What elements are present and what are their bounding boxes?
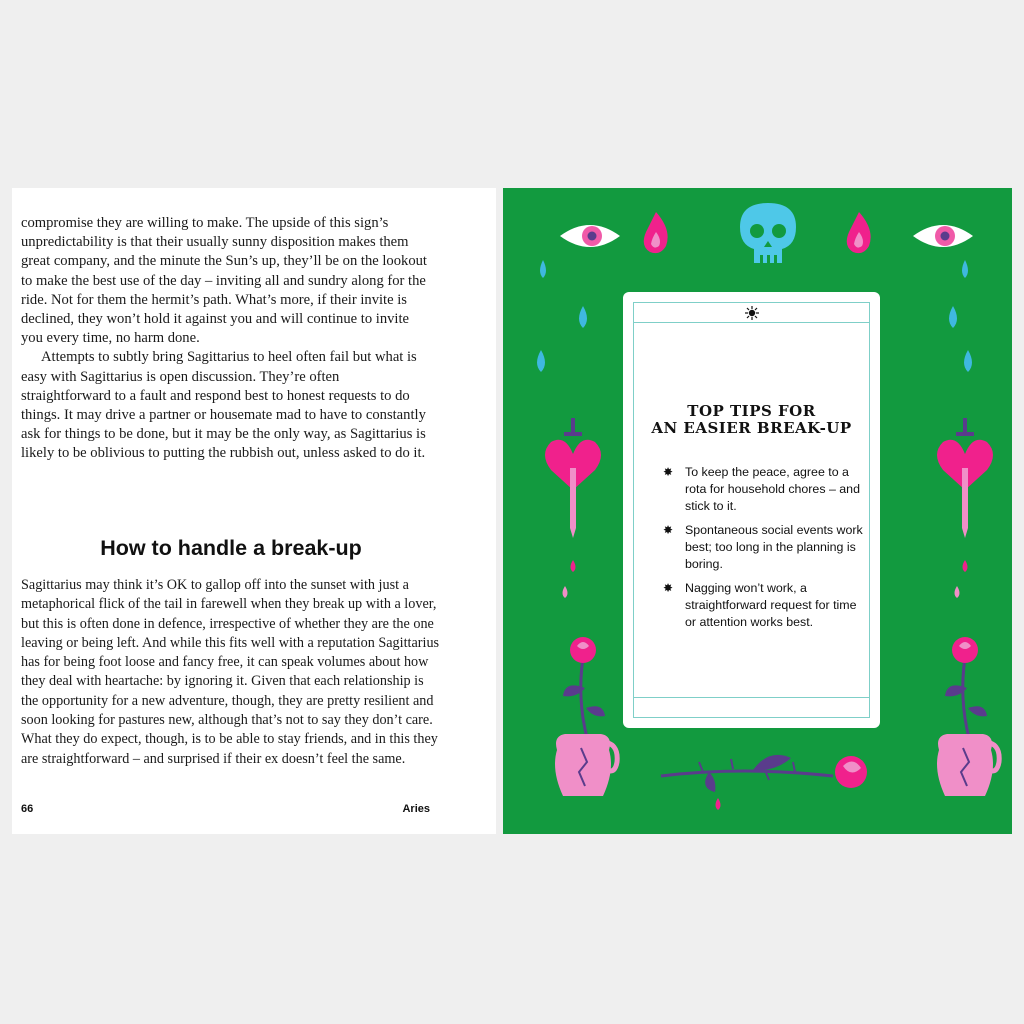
eye-icon bbox=[560, 225, 620, 247]
tear-drops-right bbox=[949, 260, 972, 372]
star-bullet-icon: ✸ bbox=[663, 465, 674, 479]
card-title bbox=[623, 403, 880, 437]
sun-burst-icon bbox=[745, 306, 759, 320]
tear-drops-left bbox=[537, 260, 587, 372]
tip-text: To keep the peace, agree to a rota for household chores – and stick to it. bbox=[685, 465, 860, 513]
right-page bbox=[503, 188, 1012, 834]
section-heading: How to handle a break-up bbox=[100, 536, 362, 560]
heart-dagger-icon bbox=[937, 418, 993, 598]
rose-icon bbox=[661, 755, 867, 810]
card-rule bbox=[634, 302, 869, 303]
tip-item bbox=[663, 464, 863, 515]
tips-list bbox=[663, 464, 863, 638]
paragraph-2: Attempts to subtly bring Sagittarius to heel often fail but what is easy with Sagittarius is open discussion. They’re often straightforward to a fault and respond best to honest requests to do things. It may drive a partner or housemate mad to have to constantly ask for things to be done, but it may be the only way, as Sagittarius is likely to be oblivious to putting the rubbish out, unless asked to do it. bbox=[21, 349, 426, 462]
heart-dagger-icon bbox=[545, 418, 601, 598]
card-title-line-2: AN EASIER BREAK-UP bbox=[651, 419, 852, 437]
rose-vase-left bbox=[555, 637, 617, 796]
tip-text: Spontaneous social events work best; too long in the planning is boring. bbox=[685, 523, 863, 571]
eye-icon bbox=[913, 225, 973, 247]
body-text-bottom bbox=[21, 576, 441, 769]
tip-item bbox=[663, 580, 863, 631]
flame-icon bbox=[847, 212, 871, 253]
skull-icon bbox=[740, 203, 796, 263]
card-rule bbox=[634, 322, 869, 323]
paragraph-1: compromise they are willing to make. The upside of this sign’s unpredictability is that their usually sunny disposition makes them great company, and the minute the Sun’s up, they’ll be on the lookout to make the best use of the day – inviting all and sundry along for the ride. Not for them the hermit’s path. What’s more, if their invite is declined, they won’t hold it against you and will continue to invite you every time, no harm done. bbox=[21, 215, 427, 347]
page-number: 66 bbox=[21, 803, 34, 815]
flame-icon bbox=[644, 212, 668, 253]
paragraph-3: Sagittarius may think it’s OK to gallop off into the sunset with just a metaphorical flick of the tail in farewell when they break up with a lover, but this is often done in defence, irrespective of whether they are the one leaving or being left. And while this fits well with a reputation Sagittarius has for being foot loose and fancy free, it can speak volumes about how they deal with heartache: by ignoring it. Given that each relationship is the opportunity for a new adventure, though, they are pretty resilient and soon looking for pastures new, although that’s not to say they don’t care. What they do expect, though, is to be able to stay friends, and in this they are straightforward – and surprised if their ex doesn’t feel the same. bbox=[21, 577, 440, 767]
left-page bbox=[12, 188, 496, 834]
card-rule bbox=[634, 697, 869, 698]
body-text-top bbox=[21, 214, 431, 464]
crescent-moon-icon bbox=[745, 700, 759, 714]
tip-item bbox=[663, 522, 863, 573]
rose-vase-right bbox=[937, 637, 999, 796]
star-bullet-icon: ✸ bbox=[663, 523, 674, 537]
star-bullet-icon: ✸ bbox=[663, 581, 674, 595]
running-footer: Aries bbox=[402, 803, 430, 815]
tip-text: Nagging won’t work, a straightforward request for time or attention works best. bbox=[685, 581, 857, 629]
card-title-line-1: TOP TIPS FOR bbox=[687, 402, 816, 420]
tips-card bbox=[623, 292, 880, 728]
card-rule bbox=[634, 717, 869, 718]
